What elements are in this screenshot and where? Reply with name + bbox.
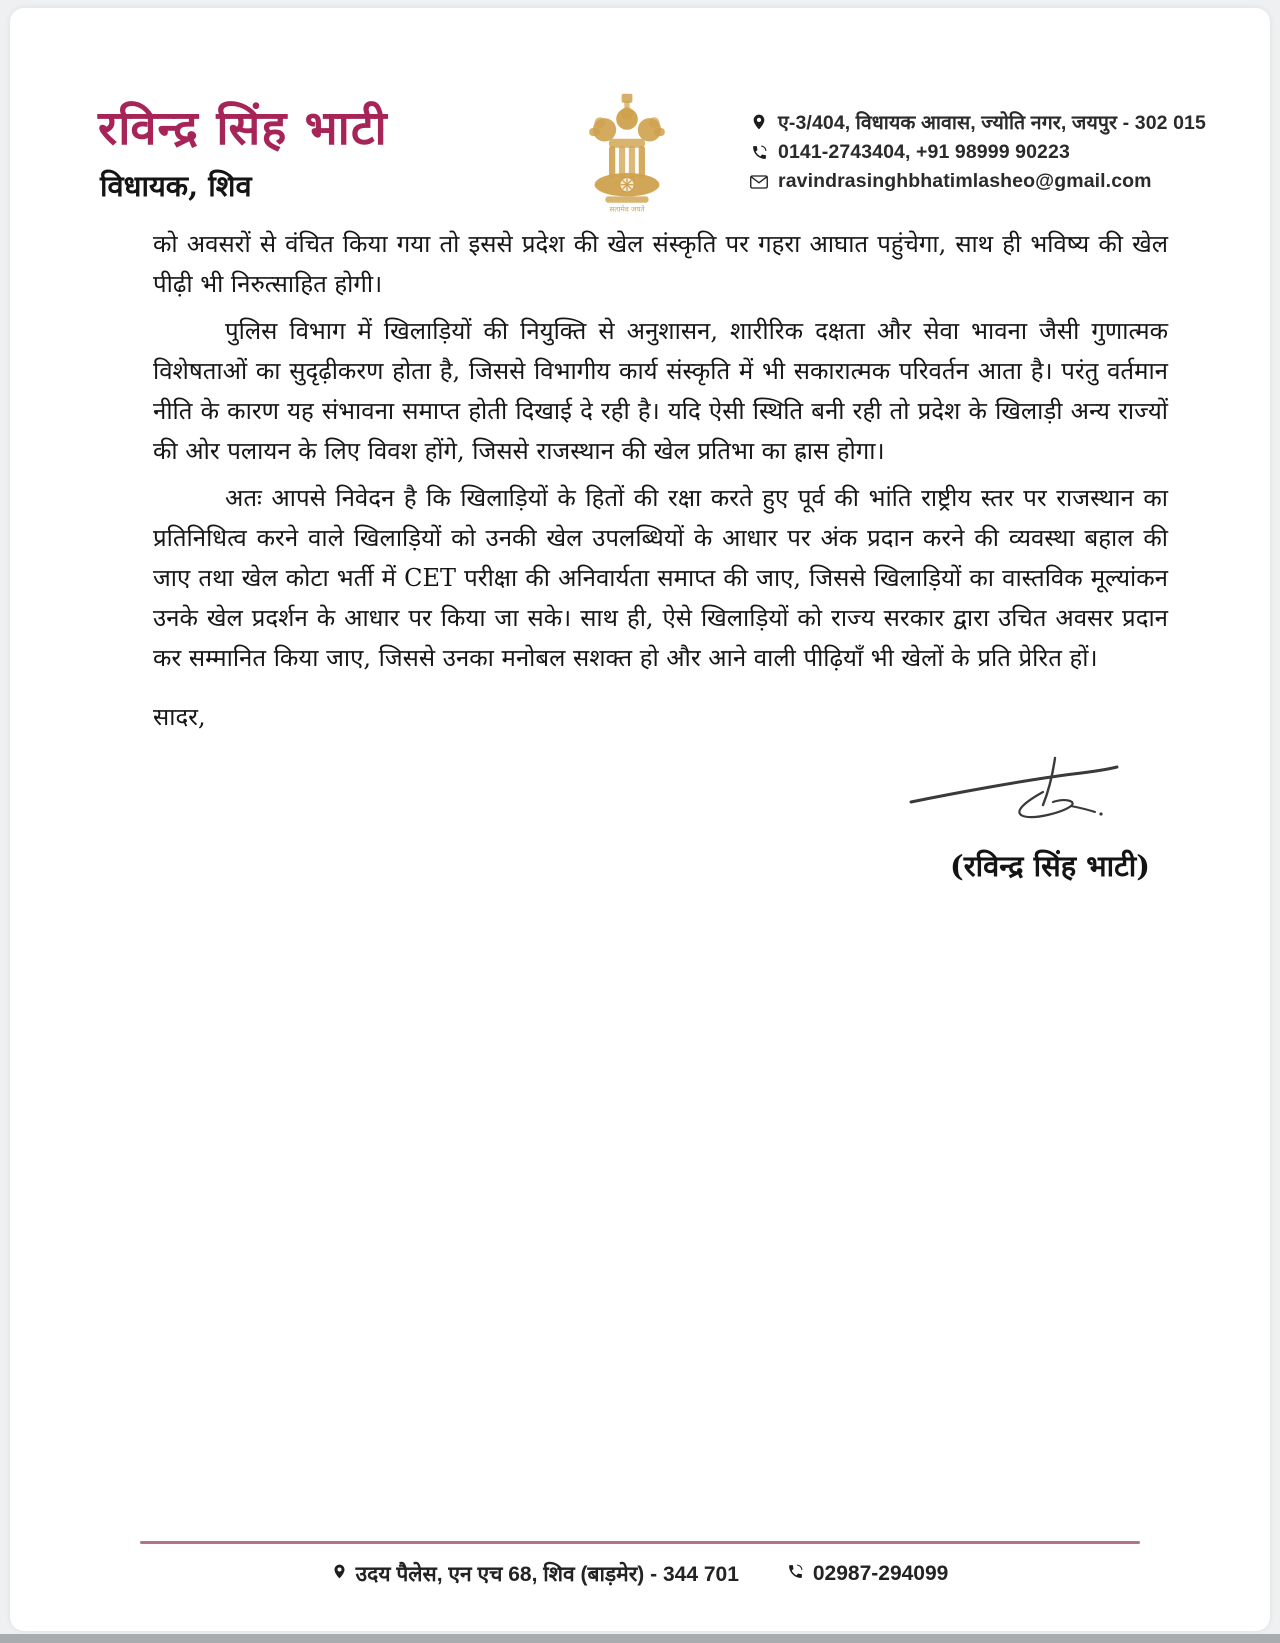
contact-email: ravindrasinghbhatimlasheo@gmail.com — [778, 170, 1152, 192]
contact-address-row — [750, 108, 1220, 135]
sender-designation: विधायक, शिव — [100, 169, 252, 203]
location-pin-icon — [332, 1562, 347, 1586]
footer-address-item — [332, 1560, 739, 1588]
scan-edge-strip — [0, 1634, 1280, 1643]
footer-contact — [10, 1560, 1270, 1588]
letter-sheet — [10, 8, 1270, 1631]
footer-phone-item — [787, 1562, 948, 1586]
contact-email-row — [750, 170, 1220, 193]
phone-icon — [750, 144, 768, 162]
closing-salutation: सादर, — [153, 703, 206, 731]
location-pin-icon — [750, 113, 768, 131]
header-contact-block — [750, 108, 1220, 193]
signatory-name: (रविन्द्र सिंह भाटी) — [949, 849, 1151, 883]
paragraph-3: अतः आपसे निवेदन है कि खिलाड़ियों के हितों की रक्षा करते हुए पूर्व की भांति राष्ट्रीय स्तर पर राजस्थान का प्रतिनिधित्व करने वाले खिलाड़ियों को उनकी खेल उपलब्धियों के आधार पर अंक प्रदान करने की व्यवस्था बहाल की जाए तथा खेल कोटा भर्ती में CET परीक्षा की अनिवार्यता समाप्त की जाए, जिससे खिलाड़ियों का वास्तविक मूल्यांकन उनके खेल प्रदर्शन के आधार पर किया जा सके। साथ ही, ऐसे खिलाड़ियों को राज्य सरकार द्वारा उचित अवसर प्रदान कर सम्मानित किया जाए, जिससे उनका मनोबल सशक्त हो और आने वाली पीढ़ियाँ भी खेलों के प्रति प्रेरित हों। — [153, 484, 1168, 672]
phone-icon — [787, 1563, 804, 1585]
footer-address: उदय पैलेस, एन एच 68, शिव (बाड़मेर) - 344 701 — [355, 1563, 739, 1586]
contact-address: ए-3/404, विधायक आवास, ज्योति नगर, जयपुर - 302 015 — [778, 112, 1206, 134]
footer-divider — [140, 1541, 1140, 1544]
footer-phone: 02987-294099 — [812, 1562, 949, 1585]
paragraph-2: पुलिस विभाग में खिलाड़ियों की नियुक्ति से अनुशासन, शारीरिक दक्षता और सेवा भावना जैसी गुणात्मक विशेषताओं का सुदृढ़ीकरण होता है, जिससे विभागीय कार्य संस्कृति में भी सकारात्मक परिवर्तन आता है। परंतु वर्तमान नीति के कारण यह संभावना समाप्त होती दिखाई दे रही है। यदि ऐसी स्थिति बनी रही तो प्रदेश के खिलाड़ी अन्य राज्यों की ओर पलायन के लिए विवश होंगे, जिससे राजस्थान की खेल प्रतिभा का ह्रास होगा। — [153, 317, 1168, 465]
contact-phone: 0141-2743404, +91 98999 90223 — [778, 141, 1070, 163]
emblem-caption: सत्यमेव जयते — [609, 204, 645, 214]
india-emblem-icon — [582, 92, 672, 218]
sender-name: रविन्द्र सिंह भाटी — [98, 101, 388, 156]
email-icon — [750, 173, 768, 191]
contact-phone-row — [750, 141, 1220, 164]
letter-body — [153, 224, 1168, 685]
paragraph-1: को अवसरों से वंचित किया गया तो इससे प्रदेश की खेल संस्कृति पर गहरा आघात पहुंचेगा, साथ ही भविष्य की खेल पीढ़ी भी निरुत्साहित होगी। — [153, 230, 1168, 298]
signature-scrawl — [905, 750, 1135, 830]
